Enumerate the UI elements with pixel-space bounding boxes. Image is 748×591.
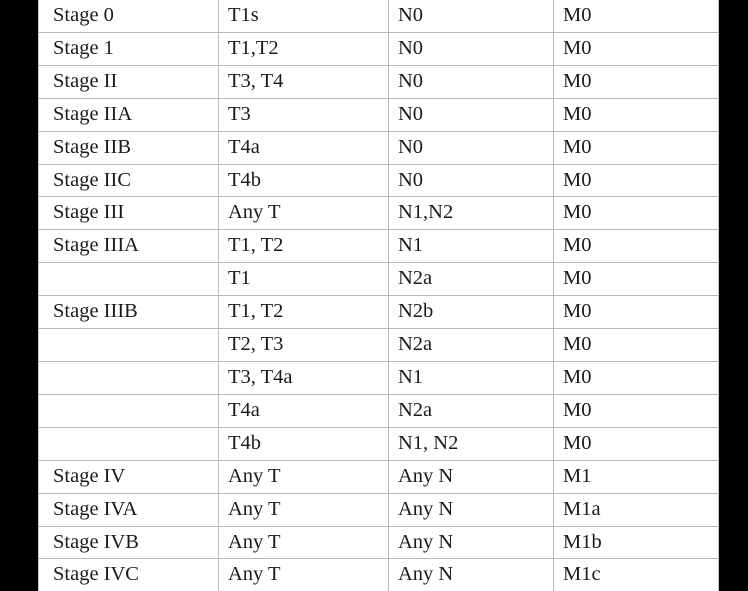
n-cell: N0 [389, 32, 554, 65]
m-cell: M0 [554, 427, 719, 460]
stage-cell [39, 361, 219, 394]
t-cell: Any T [219, 526, 389, 559]
t-cell: T4a [219, 131, 389, 164]
table-body [39, 0, 719, 591]
stage-cell: Stage 1 [39, 32, 219, 65]
n-cell: Any N [389, 460, 554, 493]
n-cell: N2a [389, 329, 554, 362]
n-cell: N0 [389, 131, 554, 164]
n-cell: Any N [389, 526, 554, 559]
stage-cell: Stage 0 [39, 0, 219, 32]
t-cell: T3 [219, 98, 389, 131]
stage-cell: Stage IIB [39, 131, 219, 164]
stage-cell: Stage IVC [39, 559, 219, 591]
t-cell: T3, T4a [219, 361, 389, 394]
table-row [39, 0, 719, 32]
t-cell: T2, T3 [219, 329, 389, 362]
cancer-staging-table [38, 0, 719, 591]
n-cell: N1,N2 [389, 197, 554, 230]
t-cell: T4b [219, 427, 389, 460]
stage-cell: Stage IV [39, 460, 219, 493]
m-cell: M1 [554, 460, 719, 493]
n-cell: N0 [389, 98, 554, 131]
n-cell: N1 [389, 230, 554, 263]
t-cell: T1s [219, 0, 389, 32]
t-cell: T1, T2 [219, 296, 389, 329]
table-row [39, 361, 719, 394]
table-row [39, 460, 719, 493]
m-cell: M1c [554, 559, 719, 591]
table-row [39, 98, 719, 131]
m-cell: M0 [554, 164, 719, 197]
m-cell: M1a [554, 493, 719, 526]
table-row [39, 296, 719, 329]
m-cell: M0 [554, 263, 719, 296]
document-sheet [38, 0, 718, 586]
table-row [39, 65, 719, 98]
m-cell: M0 [554, 32, 719, 65]
t-cell: T3, T4 [219, 65, 389, 98]
stage-cell: Stage III [39, 197, 219, 230]
n-cell: N0 [389, 0, 554, 32]
m-cell: M0 [554, 296, 719, 329]
stage-cell [39, 427, 219, 460]
table-row [39, 493, 719, 526]
stage-cell: Stage IIIA [39, 230, 219, 263]
table-row [39, 263, 719, 296]
t-cell: Any T [219, 559, 389, 591]
table-row [39, 197, 719, 230]
t-cell: T4b [219, 164, 389, 197]
n-cell: N2b [389, 296, 554, 329]
t-cell: Any T [219, 197, 389, 230]
stage-cell: Stage IVB [39, 526, 219, 559]
stage-cell: Stage IVA [39, 493, 219, 526]
m-cell: M0 [554, 197, 719, 230]
table-row [39, 230, 719, 263]
table-row [39, 131, 719, 164]
table-row [39, 32, 719, 65]
t-cell: T1, T2 [219, 230, 389, 263]
m-cell: M0 [554, 361, 719, 394]
n-cell: N1, N2 [389, 427, 554, 460]
n-cell: N0 [389, 65, 554, 98]
table-row [39, 394, 719, 427]
t-cell: Any T [219, 460, 389, 493]
t-cell: T1,T2 [219, 32, 389, 65]
table-row [39, 329, 719, 362]
m-cell: M0 [554, 394, 719, 427]
stage-cell: Stage IIIB [39, 296, 219, 329]
t-cell: Any T [219, 493, 389, 526]
n-cell: Any N [389, 559, 554, 591]
n-cell: N1 [389, 361, 554, 394]
stage-cell [39, 394, 219, 427]
table-row [39, 559, 719, 591]
n-cell: N2a [389, 394, 554, 427]
m-cell: M0 [554, 0, 719, 32]
m-cell: M1b [554, 526, 719, 559]
stage-cell [39, 263, 219, 296]
stage-cell [39, 329, 219, 362]
m-cell: M0 [554, 98, 719, 131]
table-row [39, 526, 719, 559]
stage-cell: Stage IIA [39, 98, 219, 131]
m-cell: M0 [554, 230, 719, 263]
t-cell: T4a [219, 394, 389, 427]
table-row [39, 427, 719, 460]
t-cell: T1 [219, 263, 389, 296]
m-cell: M0 [554, 131, 719, 164]
m-cell: M0 [554, 329, 719, 362]
n-cell: N2a [389, 263, 554, 296]
n-cell: N0 [389, 164, 554, 197]
table-row [39, 164, 719, 197]
n-cell: Any N [389, 493, 554, 526]
stage-cell: Stage IIC [39, 164, 219, 197]
m-cell: M0 [554, 65, 719, 98]
stage-cell: Stage II [39, 65, 219, 98]
